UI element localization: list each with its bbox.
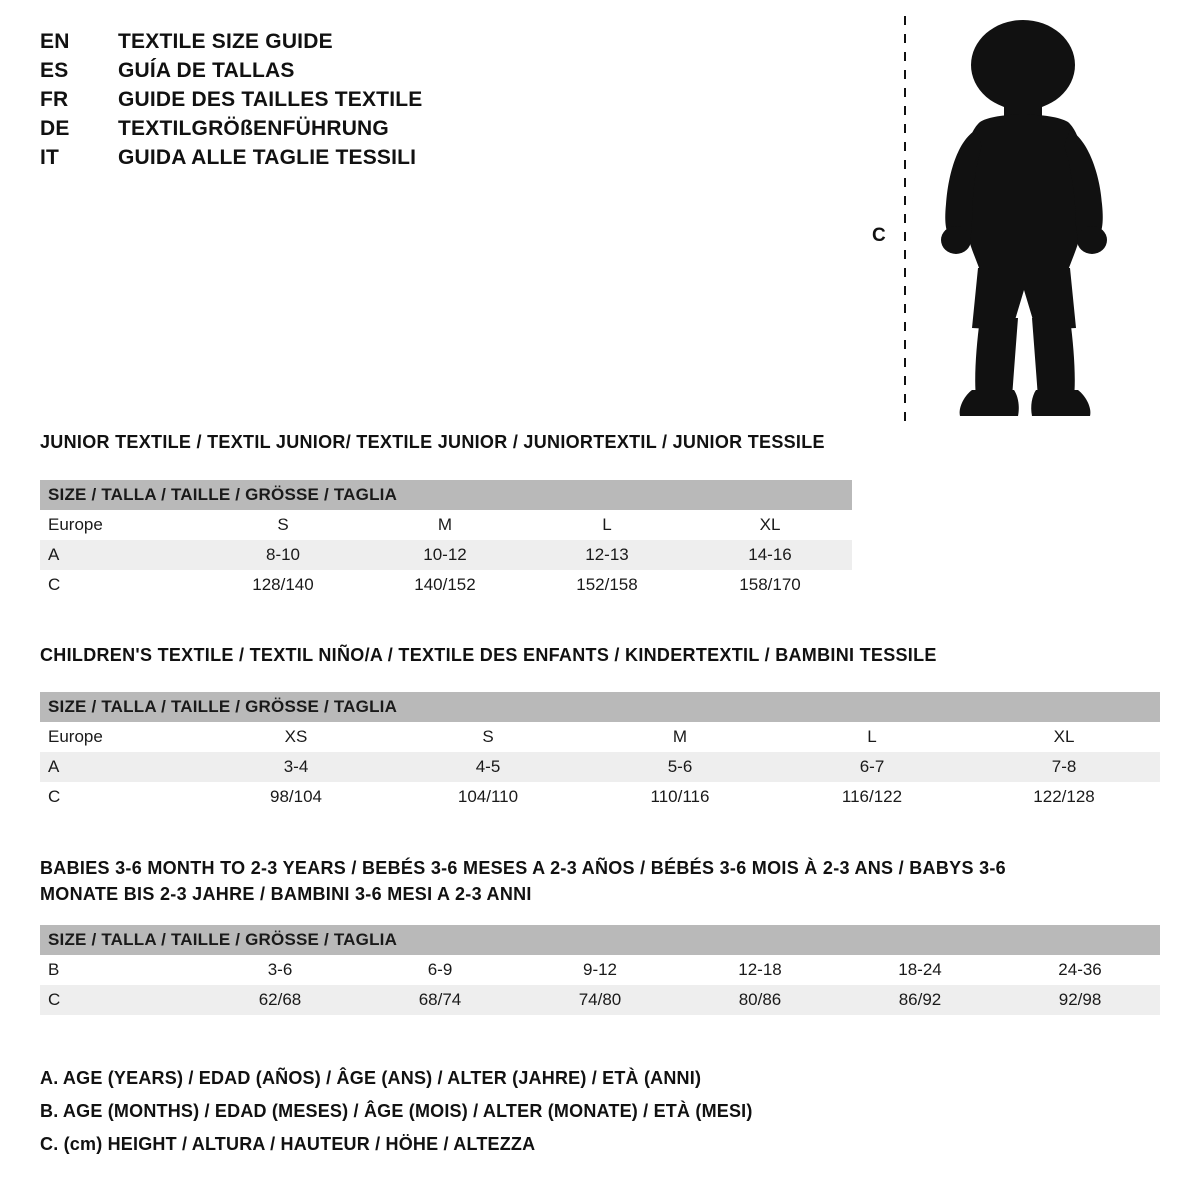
language-code-fr: FR bbox=[40, 88, 69, 111]
language-row-en bbox=[40, 30, 660, 54]
language-row-fr bbox=[40, 88, 660, 112]
table-row bbox=[40, 540, 852, 570]
language-code-en: EN bbox=[40, 30, 70, 53]
babies-months-4: 12-18 bbox=[738, 960, 782, 979]
table-row bbox=[40, 570, 852, 600]
babies-months-1: 3-6 bbox=[267, 960, 293, 979]
babies-height-3: 74/80 bbox=[520, 985, 680, 1015]
legend-b: B. AGE (MONTHS) / EDAD (MESES) / ÂGE (MOIS) / ALTER (MONATE) / ETÀ (MESI) bbox=[40, 1101, 753, 1121]
junior-size-l: L bbox=[602, 515, 612, 534]
babies-months-2: 6-9 bbox=[427, 960, 453, 979]
junior-age-m: 10-12 bbox=[364, 540, 526, 570]
babies-table-header-row bbox=[40, 925, 1160, 955]
legend-c: C. (cm) HEIGHT / ALTURA / HAUTEUR / HÖHE / ALTEZZA bbox=[40, 1134, 536, 1154]
junior-height-xl: 158/170 bbox=[739, 575, 801, 594]
table-row bbox=[40, 752, 1160, 782]
babies-height-6: 92/98 bbox=[1000, 985, 1160, 1015]
children-age-xs: 3-4 bbox=[200, 752, 392, 782]
babies-row-label-b: B bbox=[48, 960, 60, 979]
babies-height-1: 62/68 bbox=[200, 985, 360, 1015]
language-row-es bbox=[40, 59, 660, 83]
children-size-s: S bbox=[482, 727, 494, 746]
language-title-it: GUIDA ALLE TAGLIE TESSILI bbox=[118, 146, 417, 169]
table-row bbox=[40, 955, 1160, 985]
language-title-de: TEXTILGRÖßENFÜHRUNG bbox=[118, 117, 389, 140]
babies-months-3: 9-12 bbox=[582, 960, 618, 979]
language-title-en: TEXTILE SIZE GUIDE bbox=[118, 30, 333, 53]
junior-size-s: S bbox=[277, 515, 289, 534]
children-height-xl: 122/128 bbox=[1033, 787, 1095, 806]
height-dashed-line bbox=[904, 16, 906, 426]
children-size-m: M bbox=[672, 727, 688, 746]
junior-height-m: 140/152 bbox=[414, 575, 476, 594]
children-age-m: 5-6 bbox=[584, 752, 776, 782]
children-age-l: 6-7 bbox=[776, 752, 968, 782]
babies-table-header-label: SIZE / TALLA / TAILLE / GRÖSSE / TAGLIA bbox=[40, 925, 1160, 955]
junior-table-header-row bbox=[40, 480, 852, 510]
children-row-label-a: A bbox=[40, 752, 200, 782]
language-title-fr: GUIDE DES TAILLES TEXTILE bbox=[118, 88, 423, 111]
table-row bbox=[40, 782, 1160, 812]
junior-row-label-c: C bbox=[48, 575, 61, 594]
language-row-de bbox=[40, 117, 660, 141]
junior-age-l: 12-13 bbox=[526, 540, 688, 570]
children-row-label-c: C bbox=[48, 787, 61, 806]
babies-row-label-c: C bbox=[40, 985, 200, 1015]
section-title-junior: JUNIOR TEXTILE / TEXTIL JUNIOR/ TEXTILE JUNIOR / JUNIORTEXTIL / JUNIOR TESSILE bbox=[40, 432, 825, 452]
child-silhouette-icon bbox=[920, 18, 1130, 428]
children-height-xs: 98/104 bbox=[270, 787, 322, 806]
junior-row-label-europe: Europe bbox=[48, 515, 103, 534]
section-title-children: CHILDREN'S TEXTILE / TEXTIL NIÑO/A / TEXTILE DES ENFANTS / KINDERTEXTIL / BAMBINI TESSILE bbox=[40, 645, 937, 665]
children-table-header-label: SIZE / TALLA / TAILLE / GRÖSSE / TAGLIA bbox=[40, 692, 1160, 722]
children-size-table bbox=[40, 692, 1160, 812]
junior-age-xl: 14-16 bbox=[688, 540, 852, 570]
children-age-s: 4-5 bbox=[392, 752, 584, 782]
junior-row-label-a: A bbox=[40, 540, 202, 570]
language-code-es: ES bbox=[40, 59, 69, 82]
language-title-es: GUÍA DE TALLAS bbox=[118, 59, 295, 82]
legend-block bbox=[40, 1068, 1040, 1167]
table-row bbox=[40, 722, 1160, 752]
height-axis-label: C bbox=[872, 225, 886, 246]
junior-age-s: 8-10 bbox=[202, 540, 364, 570]
babies-size-table bbox=[40, 925, 1160, 1015]
children-size-xl: XL bbox=[1053, 727, 1075, 746]
children-age-xl: 7-8 bbox=[968, 752, 1160, 782]
babies-months-5: 18-24 bbox=[898, 960, 942, 979]
language-code-de: DE bbox=[40, 117, 70, 140]
junior-height-l: 152/158 bbox=[576, 575, 638, 594]
children-height-m: 110/116 bbox=[650, 787, 710, 806]
table-row bbox=[40, 510, 852, 540]
children-size-l: L bbox=[867, 727, 877, 746]
babies-height-2: 68/74 bbox=[360, 985, 520, 1015]
legend-a: A. AGE (YEARS) / EDAD (AÑOS) / ÂGE (ANS) / ALTER (JAHRE) / ETÀ (ANNI) bbox=[40, 1068, 702, 1088]
height-measurement-figure bbox=[872, 10, 1140, 430]
babies-height-5: 86/92 bbox=[840, 985, 1000, 1015]
language-row-it bbox=[40, 146, 660, 170]
table-row bbox=[40, 985, 1160, 1015]
section-title-babies: BABIES 3-6 MONTH TO 2-3 YEARS / BEBÉS 3-6 MESES A 2-3 AÑOS / BÉBÉS 3-6 MOIS À 2-3 ANS / BABYS 3-6 MONATE BIS 2-3 JAHRE / BAMBINI 3-6 MESI A 2-3 ANNI bbox=[40, 858, 1006, 905]
junior-size-table bbox=[40, 480, 852, 600]
children-height-s: 104/110 bbox=[457, 787, 519, 806]
junior-height-s: 128/140 bbox=[252, 575, 314, 594]
babies-months-6: 24-36 bbox=[1058, 960, 1102, 979]
children-row-label-europe: Europe bbox=[48, 727, 103, 746]
language-code-it: IT bbox=[40, 146, 60, 169]
children-table-header-row bbox=[40, 692, 1160, 722]
junior-size-xl: XL bbox=[759, 515, 781, 534]
children-size-xs: XS bbox=[284, 727, 308, 746]
children-height-l: 116/122 bbox=[841, 787, 903, 806]
babies-height-4: 80/86 bbox=[680, 985, 840, 1015]
junior-table-header-label: SIZE / TALLA / TAILLE / GRÖSSE / TAGLIA bbox=[40, 480, 852, 510]
language-title-block bbox=[40, 30, 660, 175]
junior-size-m: M bbox=[437, 515, 453, 534]
